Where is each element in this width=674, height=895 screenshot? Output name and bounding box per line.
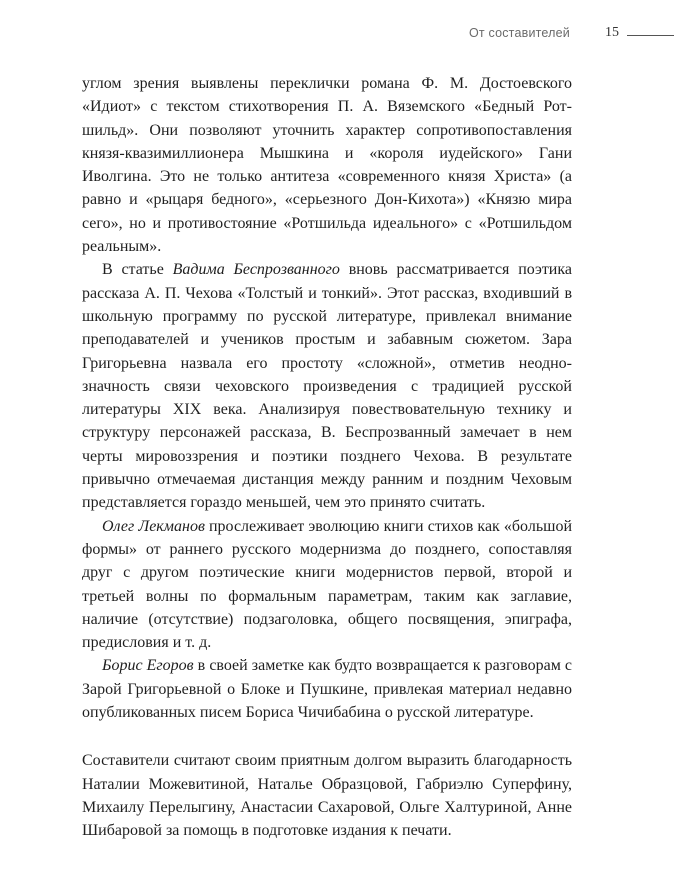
- text-body: [82, 72, 572, 843]
- paragraph-egorov: [82, 654, 572, 724]
- author-name-lekmanov: Олег Лекманов: [102, 517, 205, 535]
- paragraph-acknowledgements: Составители считают своим приятным долгом выразить благодарность Наталии Можевитиной, Наталье Образцовой, Габриэлю Суперфину, Михаилу Перелыгину, Анастасии Сахаровой, Ольге Халтуриной, Анне Шибаровой за помощь в подготовке издания к печати.: [82, 752, 572, 840]
- page-number: 15: [605, 25, 619, 40]
- paragraph-dostoevsky-vyazemsky: углом зрения выявлены переклички романа Ф. М. Достоевского «Идиот» с текстом стихотворения П. А. Вяземского «Бедный Ротшильд». Они позволяют уточнить характер сопротивопоставления князя-квазимиллионера Мышкина и «короля иудейского» Гани Иволгина. Это не только антитеза «современного князя Христа» (а равно и «рыцаря бедного», «серьезного Дон-Кихота») «Князю мира сего», но и противостояние «Ротшильда идеального» с «Ротшильдом реальным».: [82, 75, 572, 256]
- author-name-besprozvanny: Вадима Беспрозванного: [172, 261, 340, 279]
- paragraph-lead: В статье: [102, 261, 173, 279]
- header-rule: [627, 35, 674, 36]
- paragraph-lekmanov: [82, 515, 572, 655]
- running-header-title: От составителей: [468, 26, 570, 40]
- paragraph-besprozvanny: [82, 258, 572, 514]
- running-header: [0, 24, 674, 44]
- paragraph-text: вновь рассматривается поэтика рассказа А. П. Чехова «Толстый и тонкий». Этот рассказ, входивший в школьную программу по русской литературе, привлекал внимание преподавателей и учеников простым и забавным сюжетом. Зара Григорьевна назвала его простоту «сложной», отметив неоднозначность связи чеховского произведения с традицией русской литературы XIX века. Анализируя повествовательную технику и структуру персонажей рассказа, В. Беспрозванный замечает в нем черты мировоззрения и поэтики позднего Чехова. В результате привычно отмечаемая дистанция между ранним и поздним Чеховым представляется гораздо меньшей, чем это принято считать.: [82, 261, 573, 512]
- author-name-egorov: Борис Егоров: [102, 657, 194, 675]
- paragraph-text: в своей заметке как будто возвращается к разговорам с Зарой Григорьевной о Блоке и Пушкине, привлекая материал недавно опубликованных писем Бориса Чичибабина о русской литературе.: [82, 657, 573, 722]
- paragraph-text: прослеживает эволюцию книги стихов как «большой формы» от раннего русского модернизма до позднего, сопоставляя друг с другом поэтические книги модернистов первой, второй и третьей волны по формальным параметрам, таким как заглавие, наличие (отсутствие) подзаголовка, общего посвящения, эпиграфа, предисловия и т. д.: [82, 517, 572, 652]
